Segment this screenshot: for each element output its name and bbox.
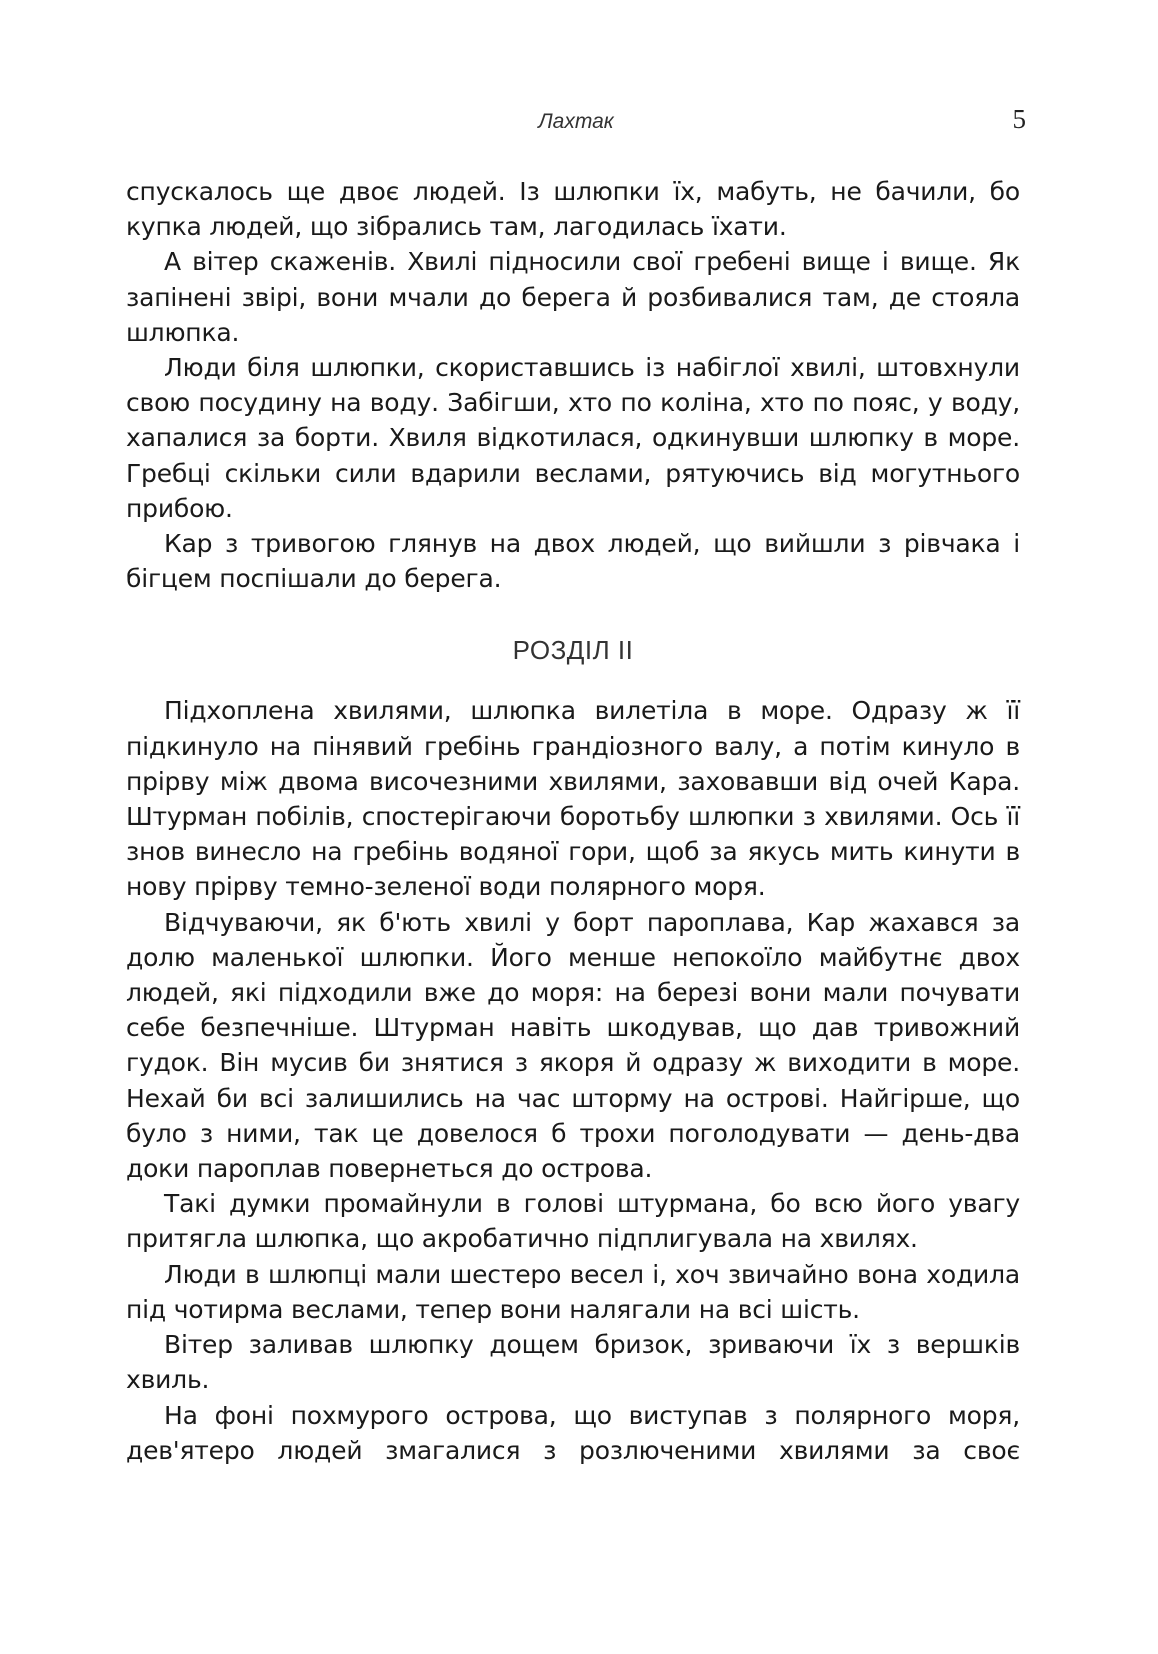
body-text [126, 174, 1020, 1468]
running-title: Лахтак [538, 110, 614, 133]
paragraph: Відчуваючи, як б'ють хвилі у борт пароплава, Кар жахався за долю маленької шлюпки. Його менше непокоїло майбутнє двох людей, які підходили вже до моря: на березі вони мали почувати себе безпечніше. Штурман навіть шкодував, що дав тривожний гудок. Він мусив би знятися з якоря й одразу ж виходити в море. Нехай би всі залишились на час шторму на острові. Найгірше, що було з ними, так це довелося б трохи поголодувати — день-два доки пароплав повернеться до острова. [126, 907, 1020, 1184]
paragraph: Люди в шлюпці мали шестеро весел і, хоч звичайно вона ходила під чотирма веслами, тепер вони налягали на всі шість. [126, 1259, 1020, 1324]
paragraph: Такі думки промайнули в голові штурмана, бо всю його увагу притягла шлюпка, що акробатично підплигувала на хвилях. [126, 1189, 1020, 1254]
page-number: 5 [1012, 104, 1026, 134]
paragraph-continuation: спускалось ще двоє людей. Із шлюпки їх, мабуть, не бачили, бо купка людей, що зібрались там, лагодилась їхати. [126, 177, 1020, 242]
chapter-heading: РОЗДІЛ II [512, 635, 634, 666]
paragraph: Кар з тривогою глянув на двох людей, що вийшли з рівчака і бігцем поспішали до берега. [126, 529, 1020, 594]
paragraph: Підхоплена хвилями, шлюпка вилетіла в море. Одразу ж її підкинуло на пінявий гребінь грандіозного валу, а потім кинуло в прірву між двома височезними хвилями, заховавши від очей Кара. Штурман побілів, спостерігаючи боротьбу шлюпки з хвилями. Ось її знов винесло на гребінь водяної гори, щоб за якусь мить кинути в нову прірву темно-зеленої води полярного моря. [126, 696, 1020, 902]
paragraph: Люди біля шлюпки, скориставшись із набіглої хвилі, штовхнули свою посудину на воду. Забігши, хто по коліна, хто по пояс, у воду, хапалися за борти. Хвиля відкотилася, одкинувши шлюпку в море. Гребці скільки сили вдарили веслами, рятуючись від могутнього прибою. [126, 353, 1020, 523]
paragraph-continues-next-page: На фоні похмурого острова, що виступав з полярного моря, дев'ятеро людей змагалися з розлюченими хвилями за своє [126, 1400, 1020, 1465]
running-header [126, 104, 1026, 144]
paragraph: А вітер скаженів. Хвилі підносили свої гребені вище і вище. Як запінені звірі, вони мчали до берега й розбивалися там, де стояла шлюпка. [126, 247, 1020, 347]
paragraph: Вітер заливав шлюпку дощем бризок, зриваючи їх з вершків хвиль. [126, 1330, 1020, 1395]
